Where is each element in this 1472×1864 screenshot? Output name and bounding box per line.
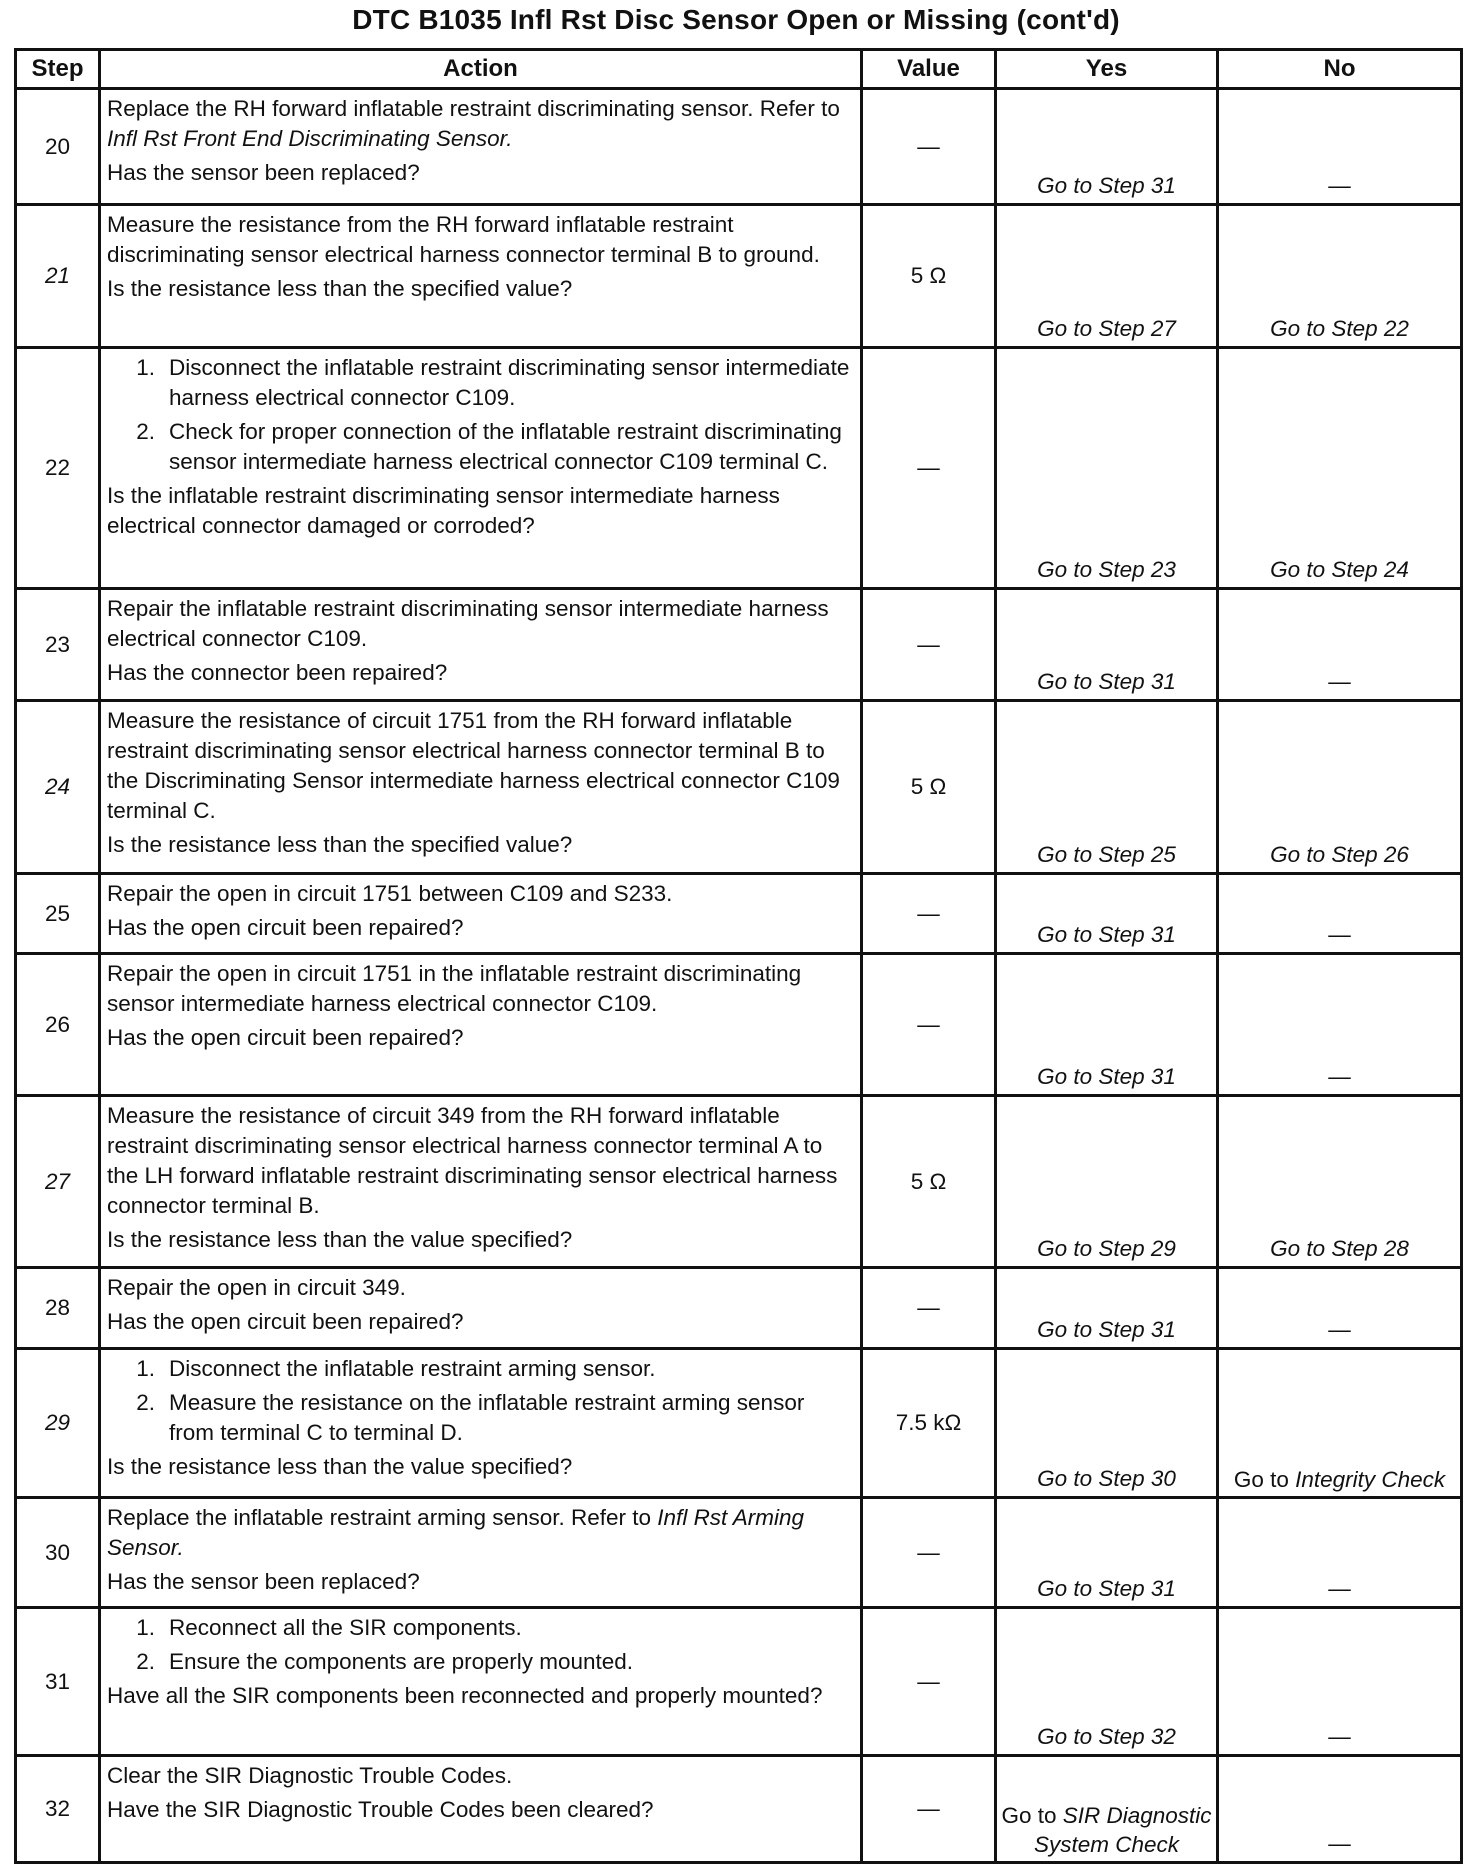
no-result-text: Go to Integrity Check: [1233, 1467, 1446, 1492]
action-question: Is the resistance less than the value specified?: [107, 1227, 573, 1252]
yes-result: [996, 1756, 1218, 1863]
header-no: No: [1218, 50, 1462, 89]
list-item: 2. Ensure the components are properly mounted.: [136, 1649, 634, 1674]
no-result: —: [1218, 89, 1462, 205]
value-cell: 7.5 kΩ: [862, 1349, 996, 1498]
procedure-list: [107, 353, 852, 477]
no-result: —: [1218, 874, 1462, 954]
list-item: 2. Check for proper connection of the inflatable restraint discriminating sensor intermediate harness electrical connector C109 terminal C.: [136, 419, 842, 474]
action-cell: [100, 1268, 862, 1349]
table-row: [16, 1498, 1462, 1608]
doc-reference: SIR Diagnostic System Check: [1033, 1803, 1212, 1857]
value-cell: —: [862, 1608, 996, 1756]
step-number: 29: [16, 1349, 100, 1498]
yes-result: Go to Step 32: [996, 1608, 1218, 1756]
table-row: [16, 205, 1462, 348]
header-yes: Yes: [996, 50, 1218, 89]
action-question: Has the open circuit been repaired?: [107, 915, 464, 940]
action-instruction: Repair the open in circuit 1751 between C109 and S233.: [107, 881, 673, 906]
action-cell: [100, 89, 862, 205]
no-result: —: [1218, 1268, 1462, 1349]
no-result: Go to Step 26: [1218, 701, 1462, 874]
step-number: 30: [16, 1498, 100, 1608]
yes-result-text: Go to SIR Diagnostic System Check: [1001, 1803, 1212, 1857]
yes-result: Go to Step 25: [996, 701, 1218, 874]
action-cell: [100, 348, 862, 589]
step-number: 23: [16, 589, 100, 701]
table-row: [16, 954, 1462, 1096]
yes-result: Go to Step 31: [996, 89, 1218, 205]
table-row: [16, 1096, 1462, 1268]
action-instruction: Replace the inflatable restraint arming sensor. Refer to Infl Rst Arming Sensor.: [107, 1505, 804, 1560]
yes-result: Go to Step 23: [996, 348, 1218, 589]
yes-result: Go to Step 30: [996, 1349, 1218, 1498]
action-question: Is the resistance less than the specified value?: [107, 832, 573, 857]
table-row: [16, 874, 1462, 954]
value-cell: —: [862, 589, 996, 701]
yes-result: Go to Step 27: [996, 205, 1218, 348]
step-number: 24: [16, 701, 100, 874]
action-instruction: Measure the resistance from the RH forward inflatable restraint discriminating sensor electrical harness connector terminal B to ground.: [107, 212, 820, 267]
no-result: —: [1218, 954, 1462, 1096]
header-step: Step: [16, 50, 100, 89]
step-number: 32: [16, 1756, 100, 1863]
table-header-row: [16, 50, 1462, 89]
action-question: Has the connector been repaired?: [107, 660, 448, 685]
table-row: [16, 1608, 1462, 1756]
action-instruction: Replace the RH forward inflatable restraint discriminating sensor. Refer to Infl Rst Front End Discriminating Sensor.: [107, 96, 840, 151]
list-item: 2. Measure the resistance on the inflatable restraint arming sensor from terminal C to terminal D.: [136, 1390, 805, 1445]
action-question: Is the inflatable restraint discriminating sensor intermediate harness electrical connector damaged or corroded?: [107, 483, 780, 538]
step-number: 31: [16, 1608, 100, 1756]
table-row: [16, 1268, 1462, 1349]
action-cell: [100, 205, 862, 348]
yes-result: Go to Step 29: [996, 1096, 1218, 1268]
list-item: 1. Disconnect the inflatable restraint discriminating sensor intermediate harness electrical connector C109.: [136, 355, 850, 410]
step-number: 27: [16, 1096, 100, 1268]
no-result: —: [1218, 1498, 1462, 1608]
action-instruction: Clear the SIR Diagnostic Trouble Codes.: [107, 1763, 513, 1788]
action-question: Has the open circuit been repaired?: [107, 1309, 464, 1334]
table-row: [16, 348, 1462, 589]
no-result: —: [1218, 1608, 1462, 1756]
action-cell: [100, 954, 862, 1096]
doc-reference: Integrity Check: [1295, 1467, 1446, 1492]
action-cell: [100, 1498, 862, 1608]
table-row: [16, 1756, 1462, 1863]
value-cell: —: [862, 89, 996, 205]
step-number: 25: [16, 874, 100, 954]
value-cell: 5 Ω: [862, 1096, 996, 1268]
value-cell: 5 Ω: [862, 205, 996, 348]
action-cell: [100, 1756, 862, 1863]
no-result: —: [1218, 589, 1462, 701]
value-cell: —: [862, 1268, 996, 1349]
value-cell: —: [862, 874, 996, 954]
list-item: 1. Reconnect all the SIR components.: [136, 1615, 522, 1640]
action-question: Has the sensor been replaced?: [107, 1569, 420, 1594]
action-instruction: Measure the resistance of circuit 1751 from the RH forward inflatable restraint discriminating sensor electrical harness connector terminal B to the Discriminating Sensor intermediate harness electrical connector C109 terminal C.: [107, 708, 840, 823]
no-result: —: [1218, 1756, 1462, 1863]
action-cell: [100, 1608, 862, 1756]
diagnostic-table: [14, 48, 1463, 1864]
yes-result: Go to Step 31: [996, 1498, 1218, 1608]
action-instruction: Measure the resistance of circuit 349 from the RH forward inflatable restraint discriminating sensor electrical harness connector terminal A to the LH forward inflatable restraint discriminating sensor electrical harness connector terminal B.: [107, 1103, 838, 1218]
no-result: Go to Step 28: [1218, 1096, 1462, 1268]
value-cell: 5 Ω: [862, 701, 996, 874]
value-cell: —: [862, 348, 996, 589]
action-cell: [100, 589, 862, 701]
procedure-list: [107, 1613, 852, 1677]
no-result: Go to Step 22: [1218, 205, 1462, 348]
list-item: 1. Disconnect the inflatable restraint arming sensor.: [136, 1356, 656, 1381]
no-result: Go to Step 24: [1218, 348, 1462, 589]
yes-result: Go to Step 31: [996, 1268, 1218, 1349]
value-cell: —: [862, 954, 996, 1096]
action-cell: [100, 1349, 862, 1498]
doc-reference: Infl Rst Arming Sensor.: [107, 1505, 804, 1560]
value-cell: —: [862, 1498, 996, 1608]
action-cell: [100, 874, 862, 954]
step-number: 21: [16, 205, 100, 348]
page-title: DTC B1035 Infl Rst Disc Sensor Open or Missing (cont'd): [352, 4, 1120, 35]
no-result: [1218, 1349, 1462, 1498]
doc-reference: Infl Rst Front End Discriminating Sensor.: [107, 126, 513, 151]
action-cell: [100, 701, 862, 874]
table-row: [16, 1349, 1462, 1498]
yes-result: Go to Step 31: [996, 874, 1218, 954]
action-instruction: Repair the inflatable restraint discriminating sensor intermediate harness electrical connector C109.: [107, 596, 829, 651]
action-question: Has the sensor been replaced?: [107, 160, 420, 185]
yes-result: Go to Step 31: [996, 589, 1218, 701]
action-cell: [100, 1096, 862, 1268]
header-action: Action: [100, 50, 862, 89]
step-number: 26: [16, 954, 100, 1096]
yes-result: Go to Step 31: [996, 954, 1218, 1096]
step-number: 28: [16, 1268, 100, 1349]
value-cell: —: [862, 1756, 996, 1863]
action-question: Have the SIR Diagnostic Trouble Codes been cleared?: [107, 1797, 654, 1822]
action-question: Have all the SIR components been reconnected and properly mounted?: [107, 1683, 823, 1708]
procedure-list: [107, 1354, 852, 1448]
action-question: Has the open circuit been repaired?: [107, 1025, 464, 1050]
table-row: [16, 701, 1462, 874]
action-instruction: Repair the open in circuit 349.: [107, 1275, 406, 1300]
action-question: Is the resistance less than the specified value?: [107, 276, 573, 301]
action-instruction: Repair the open in circuit 1751 in the inflatable restraint discriminating sensor intermediate harness electrical connector C109.: [107, 961, 802, 1016]
action-question: Is the resistance less than the value specified?: [107, 1454, 573, 1479]
table-row: [16, 89, 1462, 205]
step-number: 22: [16, 348, 100, 589]
table-row: [16, 589, 1462, 701]
step-number: 20: [16, 89, 100, 205]
header-value: Value: [862, 50, 996, 89]
